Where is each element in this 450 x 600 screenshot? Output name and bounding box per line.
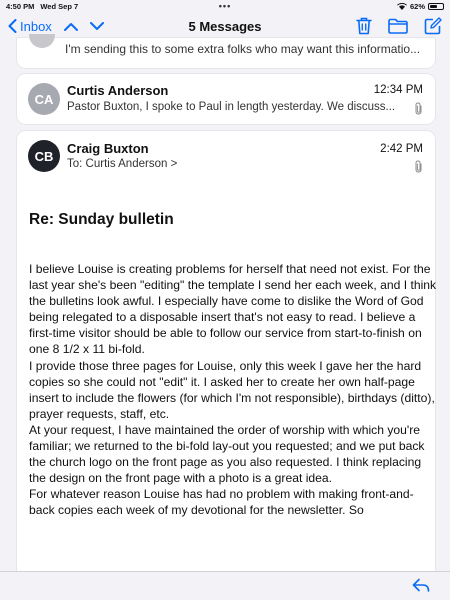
paperclip-icon xyxy=(414,102,423,115)
trash-icon xyxy=(356,17,372,35)
body-paragraph: At your request, I have maintained the order of worship with which you're familiar; we returned to the bi-fold lay-out you requested; and we put back the church logo on the front page as you also requested. I think replacing the design on the front page with a photo is a great idea. xyxy=(29,422,425,486)
next-message-button[interactable] xyxy=(90,22,104,31)
move-to-folder-button[interactable] xyxy=(388,18,408,34)
sender-name: Curtis Anderson xyxy=(67,83,169,98)
reply-arrow-icon xyxy=(412,578,430,593)
status-bar xyxy=(0,0,450,12)
sender-name[interactable]: Craig Buxton xyxy=(67,141,149,156)
avatar-initials: CB xyxy=(34,148,54,164)
chevron-left-icon xyxy=(8,19,17,33)
paperclip-icon xyxy=(414,160,423,173)
message-time: 12:34 PM xyxy=(373,84,423,96)
chevron-up-icon xyxy=(64,22,78,31)
avatar xyxy=(29,34,55,48)
message-subject: Re: Sunday bulletin xyxy=(29,211,174,228)
avatar xyxy=(28,140,60,172)
folder-icon xyxy=(388,18,408,34)
nav-bar xyxy=(0,12,450,40)
recipient-line[interactable] xyxy=(67,158,177,170)
message-body xyxy=(29,261,439,519)
back-label: Inbox xyxy=(20,18,52,34)
multitasking-dots[interactable]: ••• xyxy=(218,1,232,11)
trash-button[interactable] xyxy=(356,17,372,35)
body-paragraph: For whatever reason Louise has had no problem with making front-and-back copies each week of my devotional for the newsletter. So xyxy=(29,487,414,518)
thread-title: 5 Messages xyxy=(188,18,262,34)
message-preview: I'm sending this to some extra folks who may want this informatio... xyxy=(65,42,420,56)
wifi-icon xyxy=(397,3,407,10)
status-time: 4:50 PM xyxy=(6,1,35,11)
compose-icon xyxy=(424,17,442,35)
to-label: To: xyxy=(67,158,83,170)
reply-button[interactable] xyxy=(412,578,430,598)
body-paragraph: I believe Louise is creating problems for herself that need not exist. For the last year she's been "editing" the template I send her each week, and I think the bulletins look awful. I especially have come to dislike the Word of God being relegated to a disposable insert that's not easy to read. I believe a first-time visitor should be able to follow our service from start-to-finish on one 8 1/2 x 11 bi-fold. xyxy=(29,262,437,357)
compose-button[interactable] xyxy=(424,17,442,35)
avatar-initials: CA xyxy=(34,91,54,107)
back-to-inbox-button[interactable] xyxy=(8,19,52,34)
avatar xyxy=(28,83,60,115)
previous-message-button[interactable] xyxy=(64,22,78,31)
message-card-expanded xyxy=(17,131,435,571)
message-card-collapsed-2[interactable] xyxy=(17,74,435,124)
bottom-toolbar xyxy=(0,571,450,600)
chevron-down-icon xyxy=(90,22,104,31)
message-card-collapsed-1[interactable] xyxy=(17,38,435,68)
battery-percent: 62% xyxy=(409,1,425,11)
status-date: Wed Sep 7 xyxy=(40,1,79,11)
message-preview: Pastor Buxton, I spoke to Paul in length yesterday. We discuss... xyxy=(67,101,396,113)
body-paragraph: I provide those three pages for Louise, only this week I gave her the hard copies so she could not "edit" it. I asked her to create her own half-page insert to include the flowers (for which I'm not responsible), birthdays (ditto), prayer requests, staff, etc. xyxy=(29,358,435,421)
battery-fill xyxy=(430,5,437,8)
recipient-name: Curtis Anderson xyxy=(85,158,168,170)
message-time: 2:42 PM xyxy=(380,143,423,155)
battery-icon xyxy=(428,3,444,10)
chevron-right-icon: > xyxy=(170,158,178,170)
